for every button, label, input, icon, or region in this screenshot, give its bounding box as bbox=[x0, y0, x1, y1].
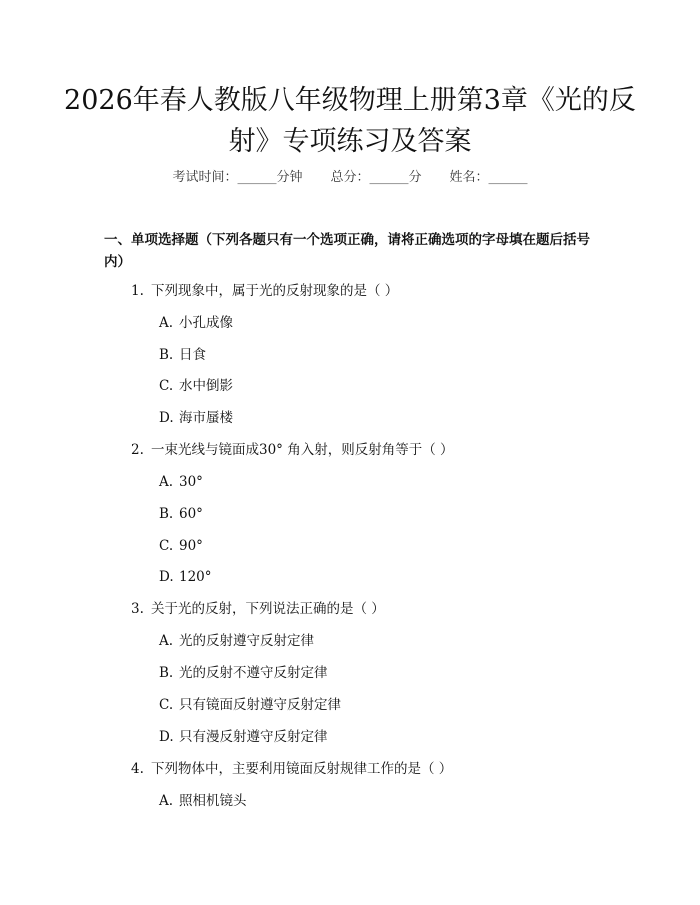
option-text: 120° bbox=[179, 569, 212, 585]
question-1-option-d bbox=[159, 408, 233, 428]
exam-time-label: 考试时间： bbox=[172, 170, 238, 185]
question-number: 2. bbox=[131, 442, 144, 458]
option-letter: C. bbox=[159, 697, 174, 713]
option-letter: A. bbox=[159, 315, 174, 331]
exam-time-unit: 分钟 bbox=[276, 170, 303, 185]
option-letter: A. bbox=[159, 633, 174, 649]
option-text: 只有镜面反射遵守反射定律 bbox=[179, 697, 341, 713]
question-3-option-b bbox=[159, 663, 328, 683]
option-letter: B. bbox=[159, 506, 174, 522]
question-1 bbox=[131, 281, 398, 301]
question-4 bbox=[131, 759, 452, 779]
exam-info-line bbox=[0, 168, 700, 188]
option-text: 90° bbox=[179, 538, 203, 554]
question-2-option-d bbox=[159, 567, 212, 587]
option-text: 小孔成像 bbox=[179, 315, 233, 331]
option-letter: D. bbox=[159, 410, 174, 426]
question-3 bbox=[131, 599, 385, 619]
option-text: 海市蜃楼 bbox=[179, 410, 233, 426]
option-text: 水中倒影 bbox=[179, 378, 233, 394]
question-number: 4. bbox=[131, 761, 144, 777]
option-letter: C. bbox=[159, 378, 174, 394]
question-3-option-d bbox=[159, 727, 328, 747]
option-letter: C. bbox=[159, 538, 174, 554]
option-text: 光的反射遵守反射定律 bbox=[179, 633, 314, 649]
total-score-unit: 分 bbox=[408, 170, 422, 185]
section-heading: 一、单项选择题（下列各题只有一个选项正确，请将正确选项的字母填在题后括号内） bbox=[104, 232, 590, 270]
question-text: 关于光的反射，下列说法正确的是（ ） bbox=[151, 601, 385, 617]
option-text: 30° bbox=[179, 474, 203, 490]
question-1-option-c bbox=[159, 376, 233, 396]
question-text: 一束光线与镜面成30° 角入射，则反射角等于（ ） bbox=[151, 442, 454, 458]
total-score-label: 总分： bbox=[330, 170, 370, 185]
option-text: 60° bbox=[179, 506, 203, 522]
option-letter: B. bbox=[159, 665, 174, 681]
question-1-option-a bbox=[159, 313, 233, 333]
question-1-option-b bbox=[159, 345, 206, 365]
question-text: 下列物体中，主要利用镜面反射规律工作的是（ ） bbox=[151, 761, 453, 777]
option-letter: A. bbox=[159, 793, 174, 809]
document-title: 2026年春人教版八年级物理上册第3章《光的反射》专项练习及答案 bbox=[64, 85, 636, 157]
total-score-blank: ______ bbox=[369, 170, 409, 185]
exam-time-blank: ______ bbox=[237, 170, 277, 185]
question-2-option-c bbox=[159, 536, 203, 556]
question-number: 1. bbox=[131, 283, 144, 299]
option-text: 只有漫反射遵守反射定律 bbox=[179, 729, 328, 745]
question-text: 下列现象中，属于光的反射现象的是（ ） bbox=[151, 283, 399, 299]
option-letter: A. bbox=[159, 474, 174, 490]
option-text: 照相机镜头 bbox=[179, 793, 247, 809]
option-letter: D. bbox=[159, 569, 174, 585]
name-blank: ______ bbox=[488, 170, 528, 185]
option-text: 日食 bbox=[179, 347, 206, 363]
option-letter: D. bbox=[159, 729, 174, 745]
question-number: 3. bbox=[131, 601, 144, 617]
question-2-option-b bbox=[159, 504, 203, 524]
option-letter: B. bbox=[159, 347, 174, 363]
question-3-option-c bbox=[159, 695, 341, 715]
question-2 bbox=[131, 440, 454, 460]
question-2-option-a bbox=[159, 472, 203, 492]
option-text: 光的反射不遵守反射定律 bbox=[179, 665, 328, 681]
question-4-option-a bbox=[159, 791, 247, 811]
name-label: 姓名： bbox=[449, 170, 489, 185]
question-3-option-a bbox=[159, 631, 314, 651]
